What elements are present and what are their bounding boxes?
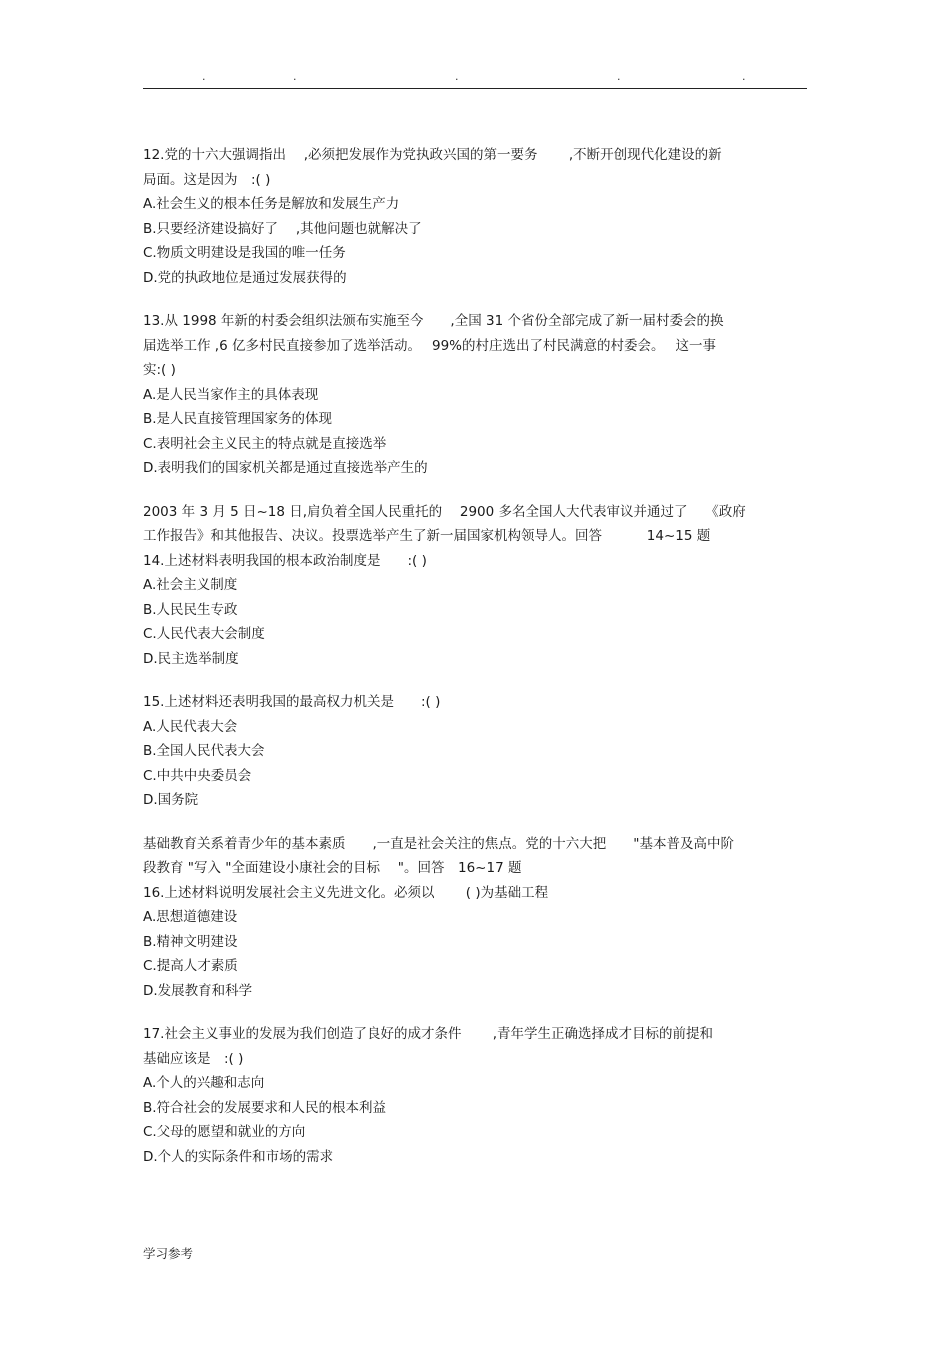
question-12: [143, 143, 807, 290]
option-a: A.思想道德建设: [143, 909, 238, 925]
option-d: D.发展教育和科学: [143, 982, 253, 999]
option-b: B.只要经济建设搞好了 ,其他问题也就解决了: [143, 220, 422, 237]
option-a: A.是人民当家作主的具体表现: [143, 386, 319, 403]
option-c: C.中共中央委员会: [143, 767, 252, 784]
header-dot: .: [455, 70, 459, 83]
material-text: 2003 年 3 月 5 日~18 日,肩负着全国人民重托的 2900 多名全国人大代表审议并通过了 《政府: [143, 503, 746, 520]
question-text: 局面。这是因为 :( ): [143, 171, 271, 188]
question-text: 14.上述材料表明我国的根本政治制度是 :( ): [143, 552, 427, 569]
option-d: D.国务院: [143, 792, 199, 808]
question-text: 16.上述材料说明发展社会主义先进文化。必须以 ( )为基础工程: [143, 884, 549, 901]
question-text: 12.党的十六大强调指出 ,必须把发展作为党执政兴国的第一要务 ,不断开创现代化建设的新: [143, 147, 722, 163]
material-text: 段教育 "写入 "全面建设小康社会的目标 "。回答 16~17 题: [143, 860, 522, 876]
option-c: C.物质文明建设是我国的唯一任务: [143, 245, 346, 261]
header-rule: [143, 88, 807, 89]
page-footer: 学习参考: [143, 1246, 194, 1261]
option-d: D.党的执政地位是通过发展获得的: [143, 269, 347, 286]
option-c: C.提高人才素质: [143, 958, 238, 974]
option-b: B.人民民生专政: [143, 601, 238, 618]
option-a: A.社会生义的根本任务是解放和发展生产力: [143, 196, 400, 212]
option-a: A.个人的兴趣和志向: [143, 1075, 265, 1091]
option-c: C.人民代表大会制度: [143, 626, 265, 642]
header-dot: .: [293, 70, 297, 83]
question-text: 13.从 1998 年新的村委会组织法颁布实施至今 ,全国 31 个省份全部完成了新一届村委会的换: [143, 313, 724, 329]
question-17: [143, 1022, 807, 1169]
question-13: [143, 309, 807, 481]
question-text: 15.上述材料还表明我国的最高权力机关是 :( ): [143, 694, 441, 710]
question-16: [143, 832, 807, 1004]
header-dot: .: [202, 70, 206, 83]
option-a: A.人民代表大会: [143, 718, 238, 735]
option-c: C.父母的愿望和就业的方向: [143, 1124, 306, 1140]
question-text: 17.社会主义事业的发展为我们创造了良好的成才条件 ,青年学生正确选择成才目标的前提和: [143, 1026, 714, 1042]
option-b: B.全国人民代表大会: [143, 743, 265, 759]
header-dot: .: [742, 70, 746, 83]
option-d: D.民主选举制度: [143, 650, 239, 667]
question-text: 届选举工作 ,6 亿多村民直接参加了选举活动。 99%的村庄选出了村民满意的村委会。 这一事: [143, 337, 717, 354]
question-15: [143, 690, 807, 813]
material-text: 工作报告》和其他报告、决议。投票选举产生了新一届国家机构领导人。回答 14~15 题: [143, 528, 711, 544]
question-text: 实:( ): [143, 362, 176, 378]
document-body: [143, 143, 807, 1188]
option-b: B.符合社会的发展要求和人民的根本利益: [143, 1099, 387, 1116]
option-d: D.个人的实际条件和市场的需求: [143, 1148, 334, 1165]
option-c: C.表明社会主义民主的特点就是直接选举: [143, 435, 387, 452]
question-text: 基础应该是 :( ): [143, 1050, 244, 1067]
question-14: [143, 500, 807, 672]
option-b: B.精神文明建设: [143, 933, 238, 950]
option-a: A.社会主义制度: [143, 577, 238, 593]
option-b: B.是人民直接管理国家务的体现: [143, 411, 333, 427]
header-dot: .: [617, 70, 621, 83]
material-text: 基础教育关系着青少年的基本素质 ,一直是社会关注的焦点。党的十六大把 "基本普及高中阶: [143, 835, 734, 852]
page-header-dots: [0, 70, 950, 84]
option-d: D.表明我们的国家机关都是通过直接选举产生的: [143, 460, 428, 476]
